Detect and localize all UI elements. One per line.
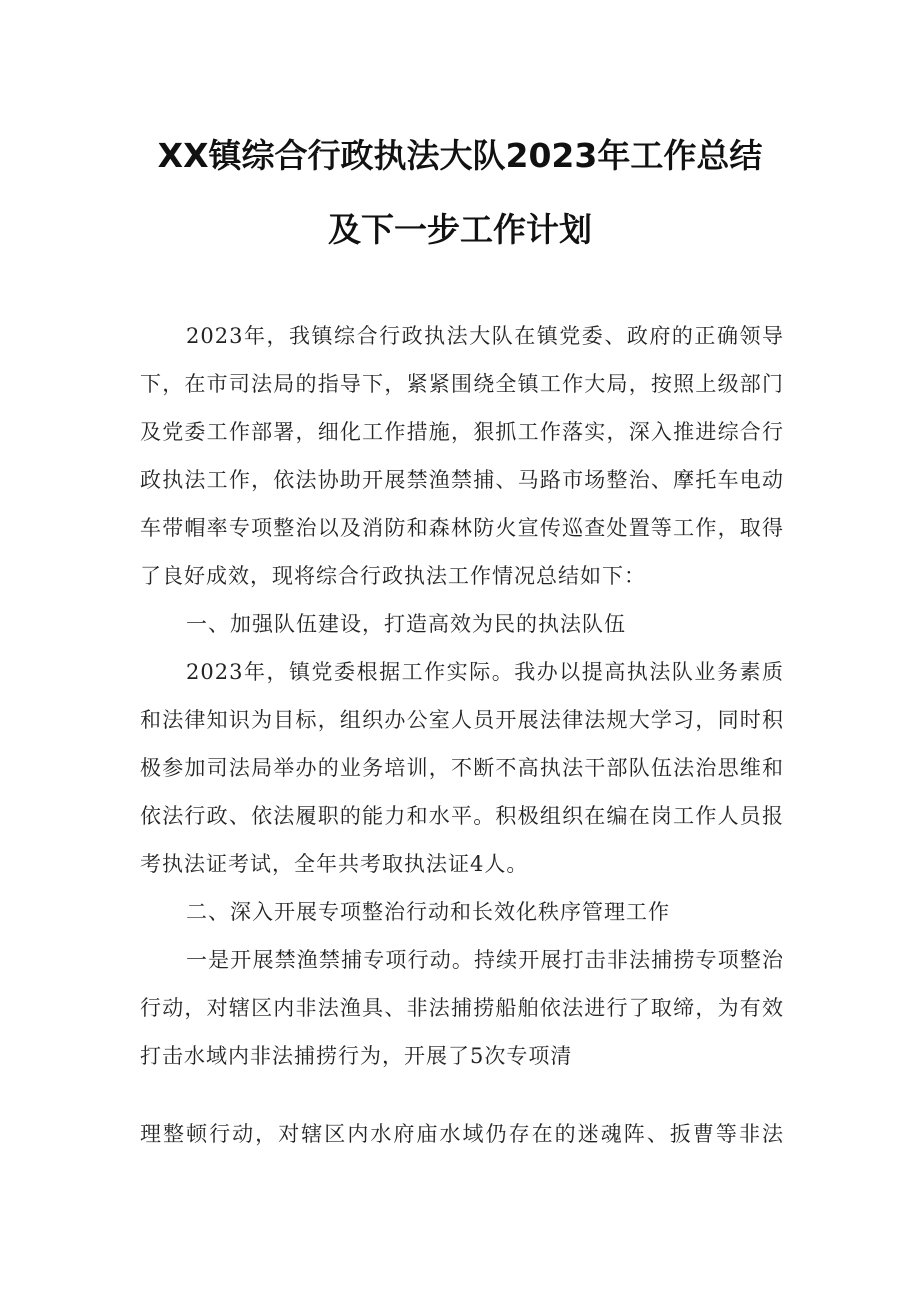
document-title-line-1: XX镇综合行政执法大队2023年工作总结	[157, 136, 763, 175]
paragraph-continuation: 理整顿行动，对辖区内水府庙水域仍存在的迷魂阵、扳曹等非法	[140, 1122, 784, 1146]
paragraph-fishing-ban: 一是开展禁渔禁捕专项行动。持续开展打击非法捕捞专项整治行动，对辖区内非法渔具、非法捕捞船舶依法进行了取缔，为有效打击水域内非法捕捞行为，开展了5次专项清	[140, 948, 784, 1068]
paragraph-intro: 2023年，我镇综合行政执法大队在镇党委、政府的正确领导下，在市司法局的指导下，紧紧围绕全镇工作大局，按照上级部门及党委工作部署，细化工作措施，狠抓工作落实，深入推进综合行政执法工作，依法协助开展禁渔禁捕、马路市场整治、摩托车电动车带帽率专项整治以及消防和森林防火宣传巡查处置等工作，取得了良好成效，现将综合行政执法工作情况总结如下：	[140, 324, 784, 588]
section-heading-1: 一、加强队伍建设，打造高效为民的执法队伍	[186, 612, 626, 636]
document-body	[140, 312, 784, 1080]
paragraph-team-building: 2023年，镇党委根据工作实际。我办以提高执法队业务素质和法律知识为目标，组织办公室人员开展法律法规大学习，同时积极参加司法局举办的业务培训，不断不高执法干部队伍法治思维和依法行政、依法履职的能力和水平。积极组织在编在岗工作人员报考执法证考试，全年共考取执法证4人。	[140, 660, 784, 876]
document-title-line-2: 及下一步工作计划	[328, 210, 592, 249]
section-heading-2: 二、深入开展专项整治行动和长效化秩序管理工作	[186, 900, 670, 924]
